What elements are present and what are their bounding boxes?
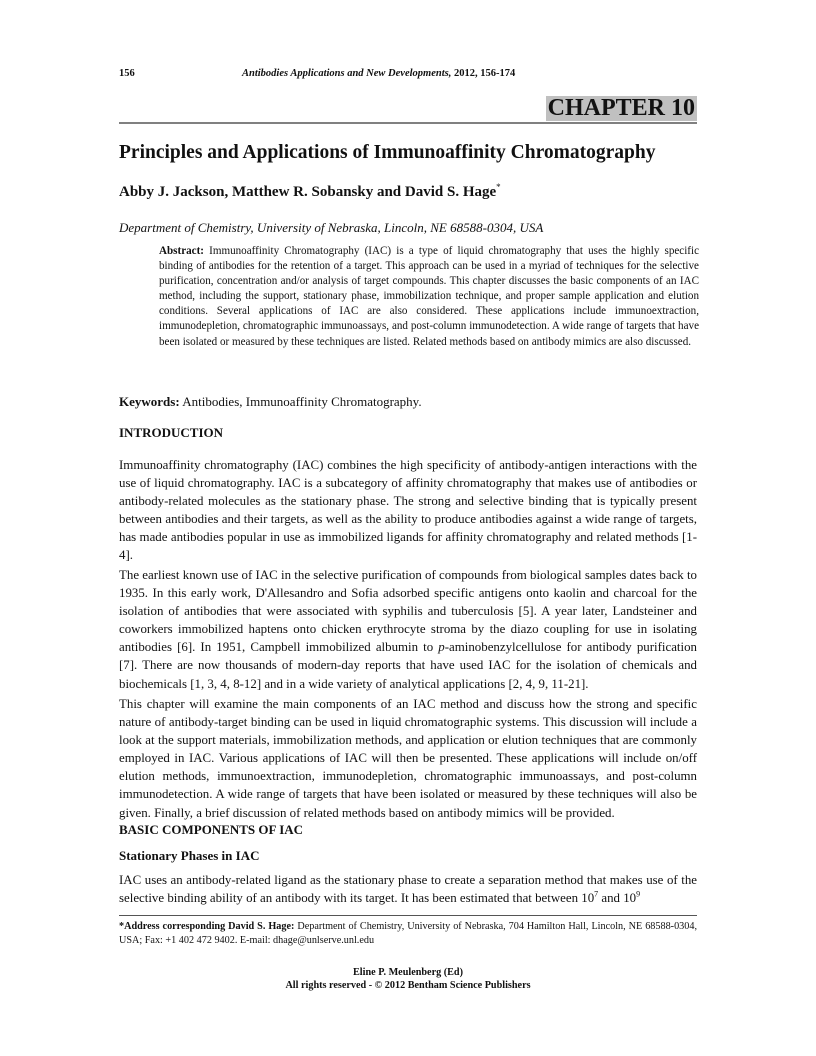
keywords-label: Keywords: bbox=[119, 394, 180, 409]
paragraph-text: The earliest known use of IAC in the selective purification of compounds from biological samples dates back to 1935. In this early work, D'Allesandro and Sofia adsorbed specific antigens onto kaolin and charcoal for the isolation of antibodies that were associated with syphilis and tuberculosis [5]. A year later, Landsteiner and coworkers immobilized haptens onto chicken erythrocyte stroma by the diazo coupling for use in isolating antibodies [6]. In 1951, Campbell immobilized albumin to bbox=[119, 568, 697, 655]
corresponding-author-mark: * bbox=[496, 182, 501, 192]
italic-prefix: p bbox=[438, 640, 445, 655]
footnote-text: Department of Chemistry, University of Nebraska, 704 Hamilton Hall, Lincoln, NE 68588-0304, USA; Fax: +1 402 472 9402. E-mail: dhage@unlserve.unl.edu bbox=[119, 921, 697, 946]
affiliation: Department of Chemistry, University of Nebraska, Lincoln, NE 68588-0304, USA bbox=[119, 220, 544, 235]
abstract-label: Abstract: bbox=[159, 245, 204, 257]
page-footer bbox=[119, 967, 697, 992]
footnote bbox=[119, 920, 697, 948]
page-number: 156 bbox=[119, 68, 135, 79]
authors-text: Abby J. Jackson, Matthew R. Sobansky and David S. Hage bbox=[119, 184, 497, 200]
paragraph bbox=[119, 566, 697, 693]
abstract bbox=[159, 244, 699, 350]
footnote-label: *Address corresponding David S. Hage: bbox=[119, 921, 295, 932]
section-heading-introduction: INTRODUCTION bbox=[119, 425, 224, 440]
superscript: 7 bbox=[594, 889, 599, 899]
paragraph-text: IAC uses an antibody-related ligand as the stationary phase to create a separation method that makes use of the selective binding ability of an antibody with its target. It has been estimated that between 10 bbox=[119, 873, 697, 906]
journal-year-pages: 2012, 156-174 bbox=[451, 68, 516, 79]
footnote-divider bbox=[119, 915, 697, 916]
paragraph: This chapter will examine the main components of an IAC method and discuss how the strong and specific nature of antibody-target binding can be used in liquid chromatographic systems. This discussion will include a look at the support materials, immobilization methods, and application or elution techniques that are commonly employed in IAC. Various applications of IAC will then be presented. These applications will include on/off elution methods, immunoextraction, immunodepletion, chromatographic immunoassays, and post-column immunodetection. A wide range of targets that have been isolated or measured by these techniques will also be given. Finally, a brief discussion of related methods based on antibody mimics will be provided. bbox=[119, 697, 697, 820]
abstract-text: Immunoaffinity Chromatography (IAC) is a type of liquid chromatography that uses the highly specific binding of antibodies for the retention of a target. This approach can be used in a myriad of techniques for the selective purification, concentration and/or analysis of target compounds. This chapter discusses the basic components of an IAC method, including the support, stationary phase, immobilization technique, and proper sample application and elution conditions. Several applications of IAC are also considered. These applications include immunoextraction, immunodepletion, chromatographic immunoassays, and post-column immunodetection. A wide range of targets that have been isolated or measured by these techniques are listed. Related methods based on antibody mimics are also discussed. bbox=[159, 245, 699, 348]
header-divider bbox=[119, 122, 697, 124]
keywords-text: Antibodies, Immunoaffinity Chromatography. bbox=[179, 394, 422, 409]
paragraph bbox=[119, 871, 697, 907]
paragraph-text: and 10 bbox=[598, 891, 637, 906]
author-list bbox=[119, 184, 501, 201]
paragraph: Immunoaffinity chromatography (IAC) combines the high specificity of antibody-antigen interactions with the use of liquid chromatography. IAC is a subcategory of affinity chromatography that makes use of antibodies or antibody-related molecules as the stationary phase. The strong and selective binding that is typically present between antibodies and their targets, as well as the ability to produce antibodies against a wide range of targets, has made antibodies popular in use as immobilized ligands for affinity chromatography and related methods [1-4]. bbox=[119, 458, 697, 563]
article-title: Principles and Applications of Immunoaffinity Chromatography bbox=[119, 142, 656, 163]
paragraph-text: -aminobenzylcellulose for antibody purification [7]. There are now thousands of modern-day reports that have used IAC for the isolation of chemicals and biochemicals [1, 3, 4, 8-12] and in a wide variety of analytical applications [2, 4, 9, 11-21]. bbox=[119, 640, 697, 691]
journal-title: Antibodies Applications and New Developments, bbox=[242, 68, 452, 79]
section-heading-basic-components: BASIC COMPONENTS OF IAC bbox=[119, 822, 304, 837]
subsection-heading-stationary-phases: Stationary Phases in IAC bbox=[119, 848, 260, 863]
journal-citation bbox=[242, 68, 515, 79]
copyright: All rights reserved - © 2012 Bentham Science Publishers bbox=[285, 979, 531, 991]
chapter-label: CHAPTER 10 bbox=[547, 95, 695, 121]
editor-credit: Eline P. Meulenberg (Ed) bbox=[353, 967, 463, 978]
keywords bbox=[119, 394, 422, 410]
superscript: 9 bbox=[636, 889, 641, 899]
